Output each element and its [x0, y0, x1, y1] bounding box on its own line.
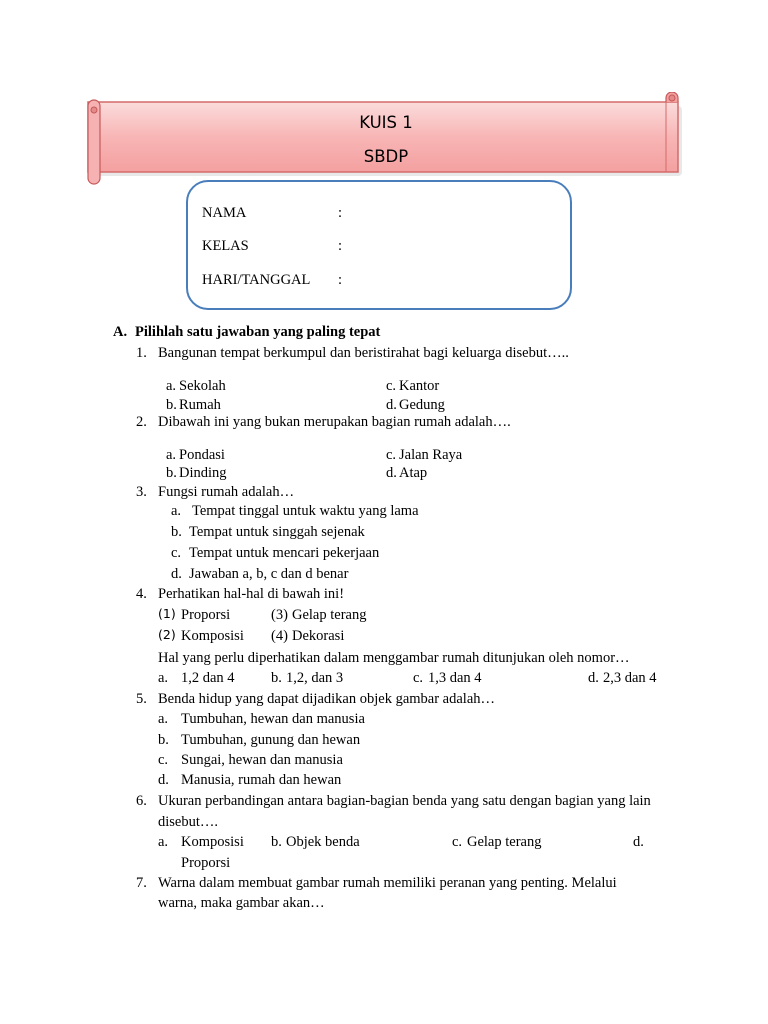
option-letter: b. [171, 524, 182, 540]
class-colon: : [338, 238, 343, 254]
option-letter: c. [171, 545, 182, 561]
option-text: Manusia, rumah dan hewan [181, 772, 342, 788]
option-letter: a. [166, 378, 177, 394]
item-text: Gelap terang [292, 607, 367, 623]
question-text: Warna dalam membuat gambar rumah memiliki peranan yang penting. Melalui [158, 875, 617, 891]
question-text: Perhatikan hal-hal di bawah ini! [158, 586, 345, 602]
item-number: (1) [158, 606, 176, 621]
option-letter: d. [386, 465, 397, 481]
question-number: 7. [136, 875, 147, 891]
question-number: 5. [136, 691, 147, 707]
followup-text: Hal yang perlu diperhatikan dalam menggambar rumah ditunjukan oleh nomor… [158, 650, 630, 666]
option-letter: c. [158, 752, 169, 768]
question-text: Ukuran perbandingan antara bagian-bagian benda yang satu dengan bagian yang lain [158, 793, 651, 809]
option-letter: b. [271, 834, 282, 850]
option-letter: c. [413, 670, 424, 686]
option-letter: b. [158, 732, 169, 748]
question-number: 2. [136, 414, 147, 430]
question-text: Fungsi rumah adalah… [158, 484, 295, 500]
question-number: 4. [136, 586, 147, 602]
option-letter: a. [171, 503, 182, 519]
option-letter: d. [171, 566, 182, 582]
option-text: 2,3 dan 4 [603, 670, 657, 686]
option-text: Jawaban a, b, c dan d benar [189, 566, 349, 582]
option-text: Dinding [179, 465, 227, 481]
item-text: Komposisi [181, 628, 244, 644]
option-letter: d. [588, 670, 599, 686]
option-letter: a. [158, 834, 169, 850]
option-text: Gedung [399, 397, 445, 413]
name-label: NAMA [202, 205, 247, 221]
option-letter: d. [386, 397, 397, 413]
question-number: 6. [136, 793, 147, 809]
option-letter: d. [158, 772, 169, 788]
subject-title: SBDP [363, 147, 409, 166]
class-label: KELAS [202, 238, 249, 254]
option-letter: c. [386, 447, 397, 463]
item-number: (3) [271, 607, 288, 623]
option-letter: d. [633, 834, 644, 850]
option-text: Jalan Raya [399, 447, 463, 463]
option-text: Tumbuhan, gunung dan hewan [181, 732, 361, 748]
option-text: Tumbuhan, hewan dan manusia [181, 711, 365, 727]
section-letter: A. [113, 324, 128, 340]
item-text: Proporsi [181, 607, 231, 623]
question-text: Dibawah ini yang bukan merupakan bagian rumah adalah…. [158, 414, 511, 430]
option-text: Sungai, hewan dan manusia [181, 752, 343, 768]
option-letter: a. [158, 670, 169, 686]
option-letter: b. [271, 670, 282, 686]
option-text: Sekolah [179, 378, 226, 394]
option-letter: c. [452, 834, 463, 850]
option-text: Pondasi [179, 447, 225, 463]
question-number: 3. [136, 484, 147, 500]
option-text: 1,3 dan 4 [428, 670, 482, 686]
option-letter: c. [386, 378, 397, 394]
option-text: Komposisi [181, 834, 244, 850]
quiz-title: KUIS 1 [359, 113, 413, 132]
item-number: (4) [271, 628, 288, 644]
item-text: Dekorasi [292, 628, 345, 644]
option-text: Gelap terang [467, 834, 542, 850]
option-letter: b. [166, 397, 177, 413]
scroll-banner [82, 92, 686, 188]
option-text: Atap [399, 465, 428, 481]
option-text: 1,2, dan 3 [286, 670, 344, 686]
section-title: Pilihlah satu jawaban yang paling tepat [135, 324, 381, 340]
option-text: Proporsi [181, 855, 231, 871]
question-text-continued: warna, maka gambar akan… [158, 895, 325, 911]
option-letter: b. [166, 465, 177, 481]
option-text: Objek benda [286, 834, 360, 850]
option-text: Tempat untuk mencari pekerjaan [189, 545, 380, 561]
option-text: Tempat tinggal untuk waktu yang lama [192, 503, 419, 519]
question-text: Bangunan tempat berkumpul dan beristirahat bagi keluarga disebut….. [158, 345, 569, 361]
name-colon: : [338, 205, 343, 221]
date-colon: : [338, 272, 343, 288]
option-text: Kantor [399, 378, 440, 394]
question-number: 1. [136, 345, 147, 361]
option-letter: a. [166, 447, 177, 463]
date-label: HARI/TANGGAL [202, 272, 311, 288]
item-number: (2) [158, 627, 176, 642]
option-text: Tempat untuk singgah sejenak [189, 524, 365, 540]
option-text: Rumah [179, 397, 221, 413]
question-text: Benda hidup yang dapat dijadikan objek gambar adalah… [158, 691, 496, 707]
option-letter: a. [158, 711, 169, 727]
question-text-continued: disebut…. [158, 814, 219, 830]
option-text: 1,2 dan 4 [181, 670, 235, 686]
